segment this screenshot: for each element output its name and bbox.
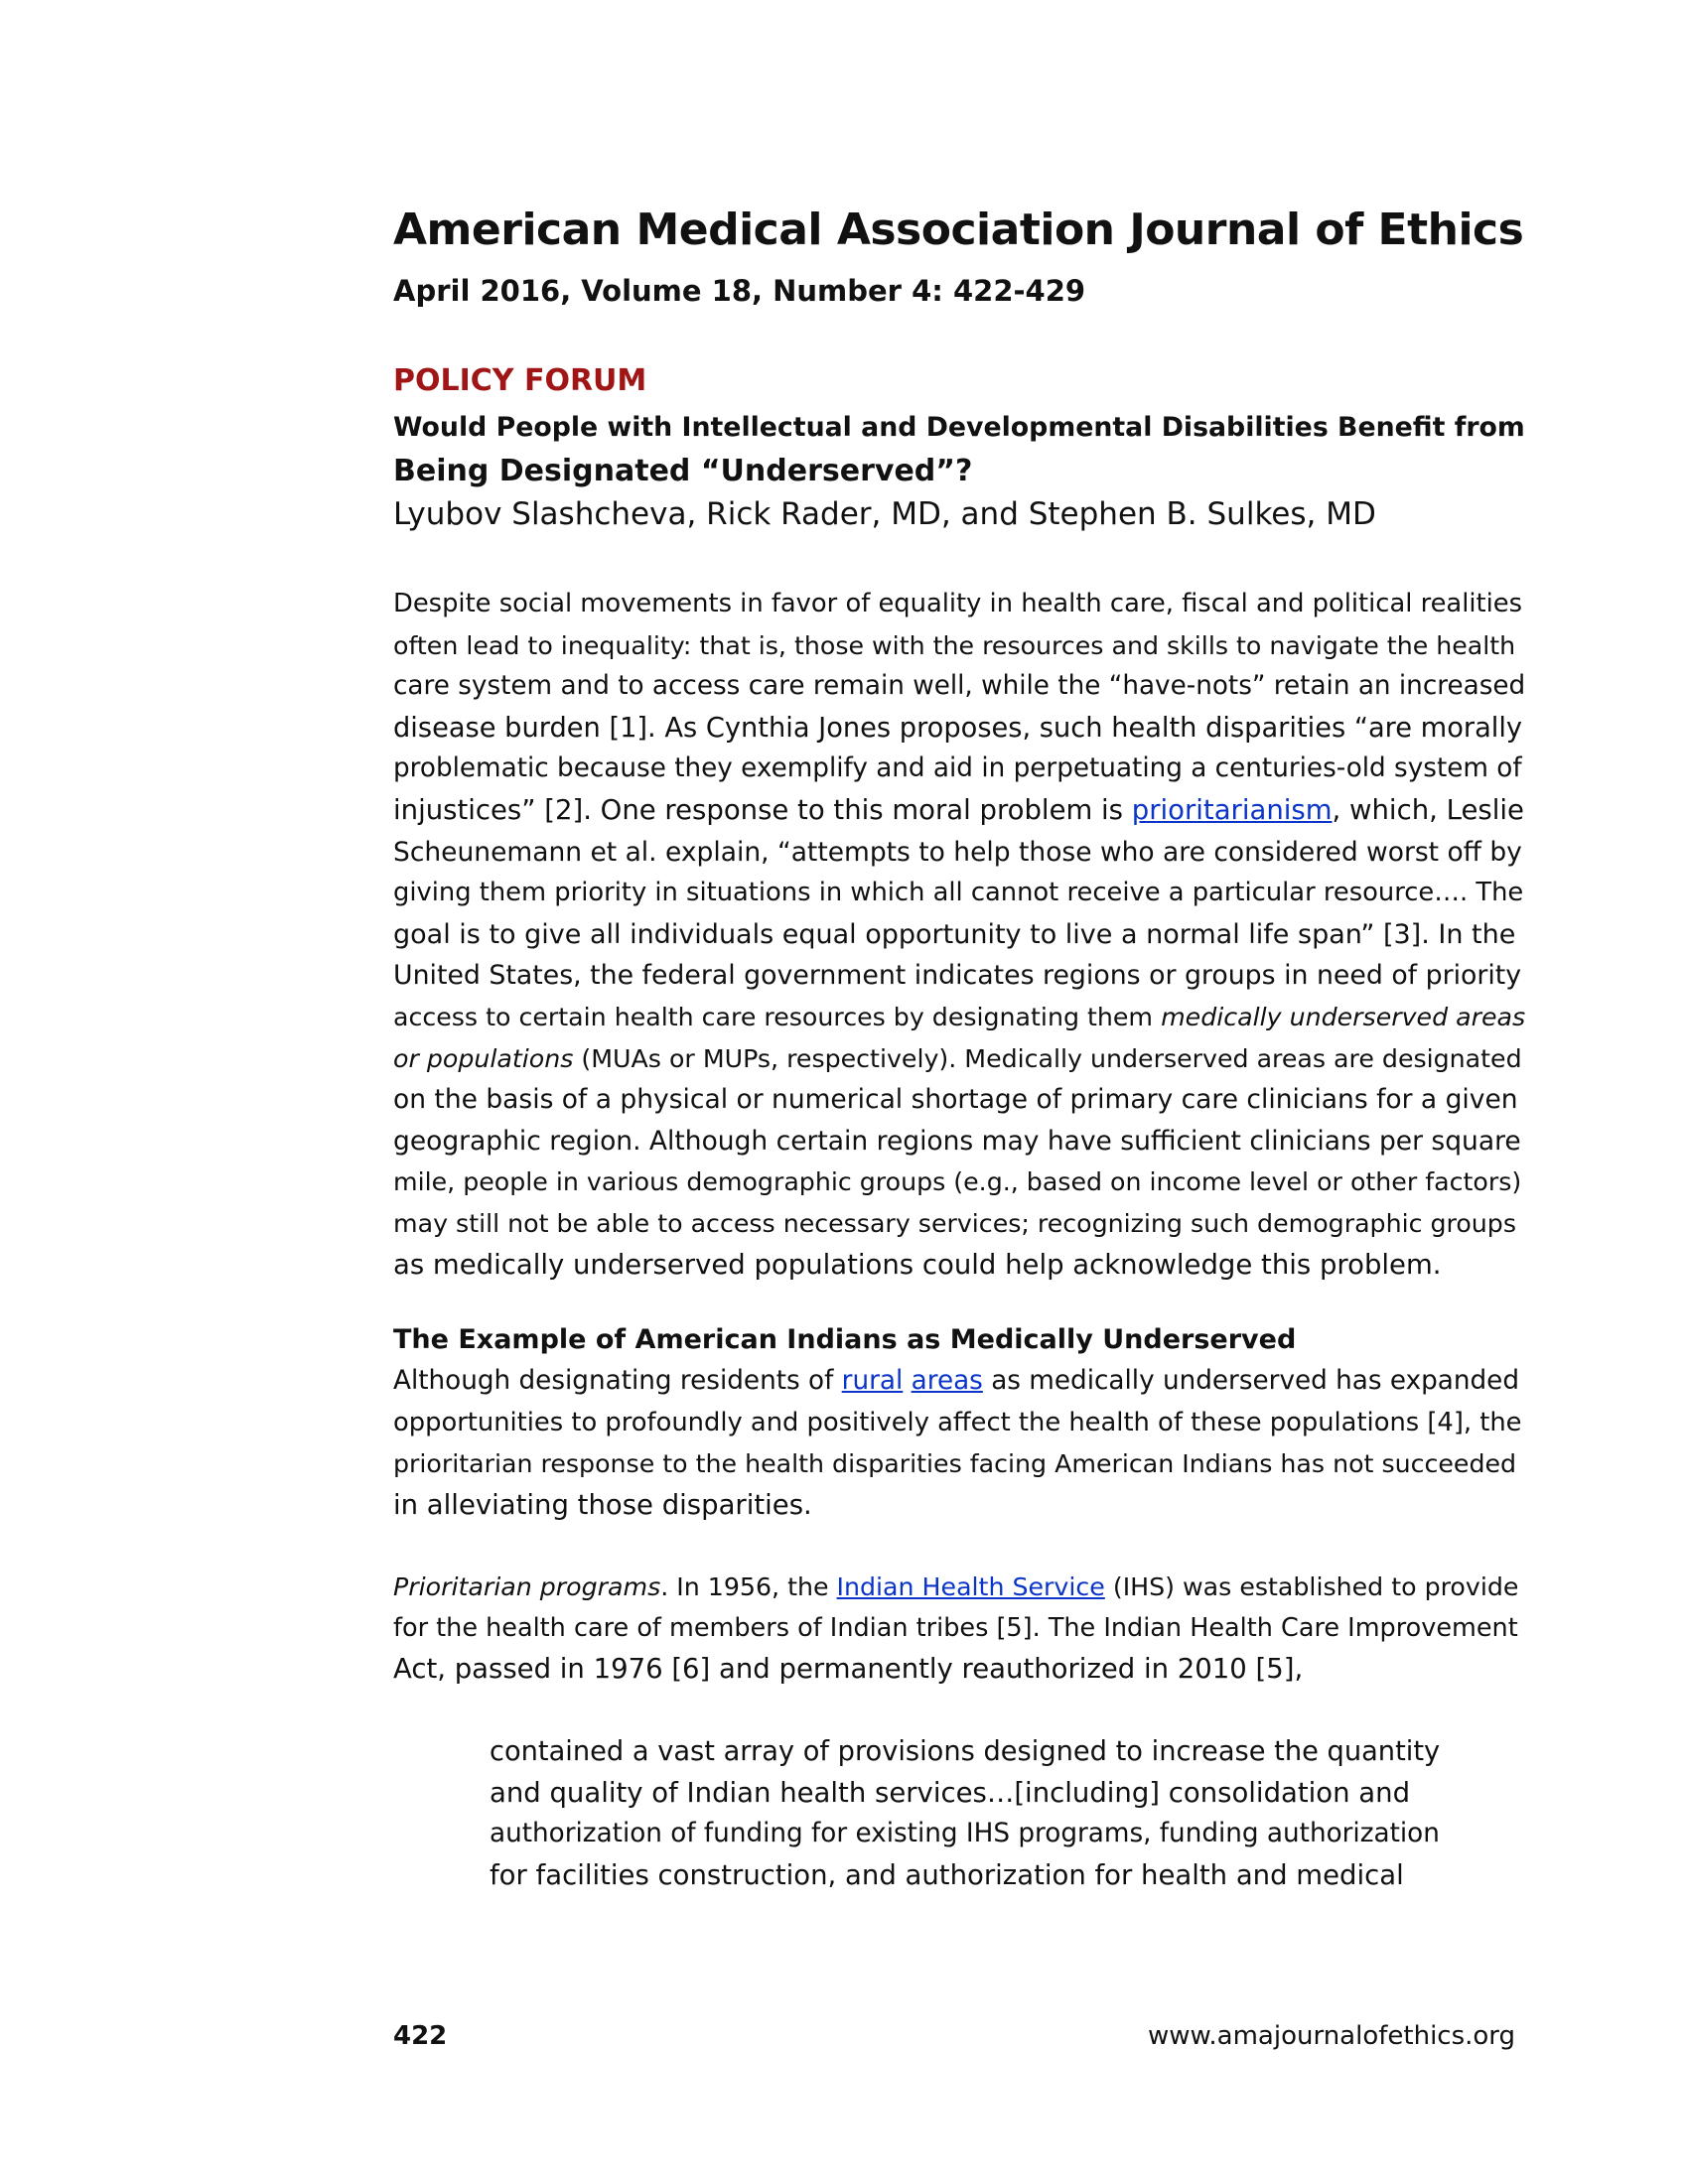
text-line: in alleviating those disparities. — [393, 1488, 812, 1521]
section-heading: The Example of American Indians as Medically Underserved — [393, 1324, 1297, 1355]
text-line: contained a vast array of provisions designed to increase the quantity — [490, 1736, 1441, 1767]
text-line: United States, the federal government indicates regions or groups in need of priority — [393, 960, 1522, 992]
programs-paragraph — [393, 1567, 1525, 1691]
text-line — [393, 997, 1525, 1038]
text-line: for facilities construction, and authorization for health and medical — [490, 1858, 1404, 1891]
text-run: (MUAs or MUPs, respectively). Medically underserved areas are designated — [573, 1043, 1522, 1073]
text-line — [393, 1567, 1525, 1608]
text-run: (IHS) was established to provide — [1104, 1572, 1519, 1601]
text-line — [393, 790, 1525, 832]
text-line: on the basis of a physical or numerical shortage of primary care clinicians for a given — [393, 1084, 1518, 1116]
footer-url: www.amajournalofethics.org — [1148, 2021, 1516, 2051]
article-authors: Lyubov Slashcheva, Rick Rader, MD, and Stephen B. Sulkes, MD — [393, 496, 1376, 532]
areas-link[interactable]: areas — [911, 1366, 983, 1396]
text-line: as medically underserved populations could help acknowledge this problem. — [393, 1248, 1442, 1281]
journal-title: American Medical Association Journal of Ethics — [393, 205, 1524, 255]
text-line: disease burden [1]. As Cynthia Jones proposes, such health disparities “are morally — [393, 712, 1523, 744]
prioritarianism-link[interactable]: prioritarianism — [1131, 793, 1333, 826]
article-title-line: Being Designated “Underserved”? — [393, 454, 973, 488]
intro-paragraph — [393, 584, 1525, 1286]
section-paragraph — [393, 1361, 1525, 1526]
text-run: injustices” [2]. One response to this moral problem is — [393, 793, 1132, 826]
text-line — [393, 1361, 1525, 1403]
text-line: authorization of funding for existing IHS programs, funding authorization — [490, 1819, 1440, 1849]
italic-term: Prioritarian programs — [393, 1572, 661, 1601]
text-line: and quality of Indian health services…[including] consolidation and — [490, 1776, 1411, 1809]
text-line: Act, passed in 1976 [6] and permanently reauthorized in 2010 [5], — [393, 1653, 1304, 1686]
block-quote — [490, 1731, 1443, 1896]
text-line: for the health care of members of Indian tribes [5]. The Indian Health Care Improvement — [393, 1612, 1518, 1643]
text-run: . In 1956, the — [660, 1572, 837, 1601]
text-run: as medically underserved has expanded — [982, 1366, 1519, 1396]
text-line: Scheunemann et al. explain, “attempts to help those who are considered worst off by — [393, 836, 1522, 868]
text-run: access to certain health care resources by designating them — [393, 1002, 1162, 1031]
text-line: goal is to give all individuals equal opportunity to live a normal life span” [3]. In the — [393, 918, 1516, 950]
text-line: may still not be able to access necessary services; recognizing such demographic groups — [393, 1208, 1516, 1238]
page-number: 422 — [393, 2021, 448, 2051]
text-line: prioritarian response to the health disparities facing American Indians has not succeeded — [393, 1449, 1517, 1479]
text-line: Despite social movements in favor of equality in health care, fiscal and political realities — [393, 589, 1523, 618]
text-run: Although designating residents of — [393, 1366, 842, 1396]
issue-info: April 2016, Volume 18, Number 4: 422-429 — [393, 274, 1086, 308]
text-run: , which, Leslie — [1332, 793, 1524, 826]
text-run — [903, 1366, 911, 1396]
article-title-line: Would People with Intellectual and Developmental Disabilities Benefit from — [393, 412, 1525, 443]
article-title — [393, 406, 1525, 493]
section-label: POLICY FORUM — [393, 363, 647, 398]
text-line: opportunities to profoundly and positively affect the health of these populations [4], the — [393, 1407, 1522, 1437]
indian-health-service-link[interactable]: Indian Health Service — [836, 1572, 1105, 1601]
text-line: giving them priority in situations in which all cannot receive a particular resource…. The — [393, 878, 1524, 908]
text-line: problematic because they exemplify and aid in perpetuating a centuries-old system of — [393, 753, 1522, 784]
italic-term: medically underserved areas — [1161, 1002, 1526, 1031]
text-line: mile, people in various demographic groups (e.g., based on income level or other factors) — [393, 1167, 1522, 1197]
text-line: care system and to access care remain well, while the “have-nots” retain an increased — [393, 671, 1526, 702]
rural-link[interactable]: rural — [841, 1366, 904, 1396]
italic-term: or populations — [393, 1043, 574, 1073]
text-line: often lead to inequality: that is, those with the resources and skills to navigate the health — [393, 630, 1516, 660]
text-line — [393, 1038, 1525, 1080]
text-line: geographic region. Although certain regions may have sufficient clinicians per square — [393, 1125, 1521, 1157]
